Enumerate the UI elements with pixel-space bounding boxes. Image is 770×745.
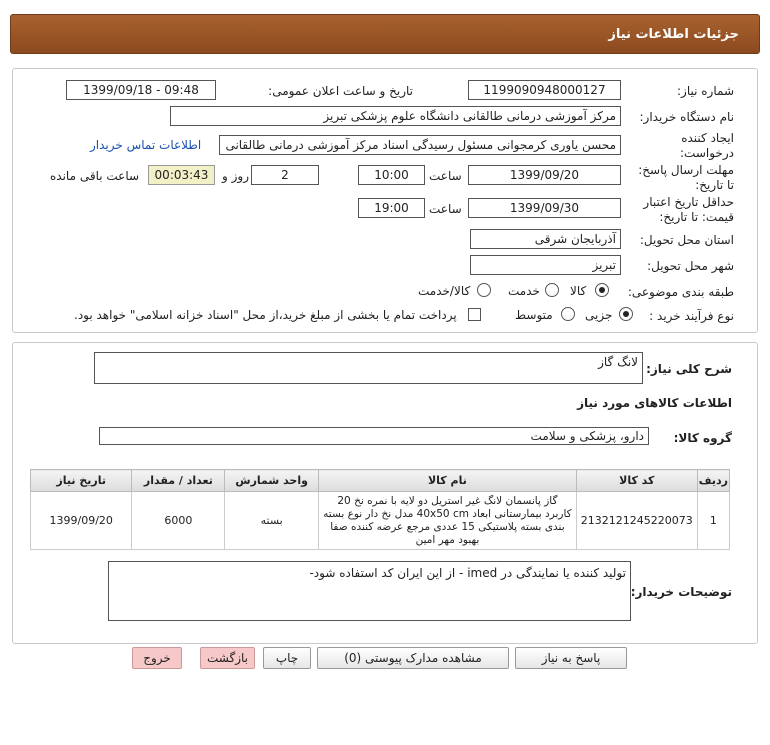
- group-label: گروه کالا:: [673, 431, 732, 445]
- days-field: 2: [251, 165, 319, 185]
- print-button[interactable]: چاپ: [263, 647, 311, 669]
- deadline-time-label: ساعت: [429, 169, 462, 183]
- col-header-index: ردیف: [697, 470, 729, 492]
- category-label: طبقه بندی موضوعی:: [627, 285, 734, 299]
- items-table: [30, 469, 730, 550]
- cell-unit: بسته: [225, 492, 319, 550]
- summary-label: شرح کلی نیاز:: [646, 362, 732, 376]
- process-radio-medium[interactable]: [561, 307, 575, 321]
- col-header-unit: واحد شمارش: [225, 470, 319, 492]
- deadline-time-field: 10:00: [358, 165, 425, 185]
- validity-time-label: ساعت: [429, 202, 462, 216]
- col-header-name: نام کالا: [319, 470, 577, 492]
- contact-info-link[interactable]: اطلاعات تماس خریدار: [90, 138, 202, 152]
- cell-qty: 6000: [132, 492, 225, 550]
- exit-button[interactable]: خروج: [132, 647, 182, 669]
- cell-index: 1: [697, 492, 729, 550]
- remaining-label: ساعت باقی مانده: [50, 169, 140, 183]
- category-option-goods: کالا: [570, 284, 587, 298]
- city-label: شهر محل تحویل:: [647, 259, 734, 273]
- category-radio-goods-service[interactable]: [477, 283, 491, 297]
- validity-time-field: 19:00: [358, 198, 425, 218]
- deadline-label-2: تا تاریخ:: [695, 178, 734, 192]
- cell-code: 2132121245220073: [576, 492, 697, 550]
- cell-name: گاز پانسمان لانگ غیر استریل دو لایه با نمره نخ 20 کاربرد بیمارستانی ابعاد 40x50 cm مدل نخ دار نوع بسته بندی بسته پلاستیکی 15 عددی مرجع عرضه کننده صفا بهبود مهر امین: [319, 492, 577, 550]
- deadline-date-field: 1399/09/20: [468, 165, 621, 185]
- attachments-button[interactable]: مشاهده مدارک پیوستی (0): [317, 647, 509, 669]
- goods-info-title: اطلاعات کالاهای مورد نیاز: [577, 396, 732, 410]
- table-row: [31, 492, 730, 550]
- creator-field: محسن یاوری کرمجوانی مسئول رسیدگی اسناد مرکز آموزشی درمانی طالقانی: [219, 135, 621, 155]
- validity-label-2: قیمت: تا تاریخ:: [659, 210, 734, 224]
- creator-label-2: درخواست:: [680, 146, 734, 160]
- process-option-minor: جزیی: [585, 308, 613, 322]
- remaining-timer: 00:03:43: [148, 165, 215, 185]
- process-radio-minor[interactable]: [619, 307, 633, 321]
- col-header-date: تاریخ نیاز: [31, 470, 132, 492]
- province-label: استان محل تحویل:: [639, 233, 734, 247]
- days-label: روز و: [222, 169, 249, 183]
- col-header-code: کد کالا: [576, 470, 697, 492]
- category-option-goods-service: کالا/خدمت: [418, 284, 471, 298]
- validity-label: حداقل تاریخ اعتبار: [643, 195, 734, 209]
- reply-button[interactable]: پاسخ به نیاز: [515, 647, 627, 669]
- notes-field: تولید کننده یا نمایندگی در imed - از این ایران کد استفاده شود-: [108, 561, 631, 621]
- table-header-row: [31, 470, 730, 492]
- province-field: آذربایجان شرقی: [470, 229, 621, 249]
- treasury-text: پرداخت تمام یا بخشی از مبلغ خرید،از محل "اسناد خزانه اسلامی" خواهد بود.: [74, 308, 457, 322]
- buyer-label: نام دستگاه خریدار:: [639, 110, 734, 124]
- col-header-qty: تعداد / مقدار: [132, 470, 225, 492]
- creator-label: ایجاد کننده: [681, 131, 734, 145]
- announce-label: تاریخ و ساعت اعلان عمومی:: [268, 84, 413, 98]
- page-title: جزئیات اطلاعات نیاز: [608, 27, 739, 42]
- category-radio-service[interactable]: [545, 283, 559, 297]
- deadline-label: مهلت ارسال پاسخ:: [638, 163, 734, 177]
- validity-date-field: 1399/09/30: [468, 198, 621, 218]
- process-option-medium: متوسط: [515, 308, 553, 322]
- process-label: نوع فرآیند خرید :: [649, 309, 734, 323]
- buyer-field: مرکز آموزشی درمانی طالقانی دانشگاه علوم پزشکی تبریز: [170, 106, 621, 126]
- cell-date: 1399/09/20: [31, 492, 132, 550]
- notes-label: توضیحات خریدار:: [630, 585, 732, 599]
- treasury-checkbox[interactable]: [468, 308, 481, 321]
- need-number-label: شماره نیاز:: [677, 84, 734, 98]
- category-radio-goods[interactable]: [595, 283, 609, 297]
- back-button[interactable]: بازگشت: [200, 647, 255, 669]
- category-option-service: خدمت: [508, 284, 540, 298]
- city-field: تبریز: [470, 255, 621, 275]
- group-field: دارو، پزشکی و سلامت: [99, 427, 649, 445]
- need-number-field: 1199090948000127: [468, 80, 621, 100]
- summary-field: لانگ گاز: [94, 352, 643, 384]
- page-header: [10, 14, 760, 54]
- announce-field: 1399/09/18 - 09:48: [66, 80, 216, 100]
